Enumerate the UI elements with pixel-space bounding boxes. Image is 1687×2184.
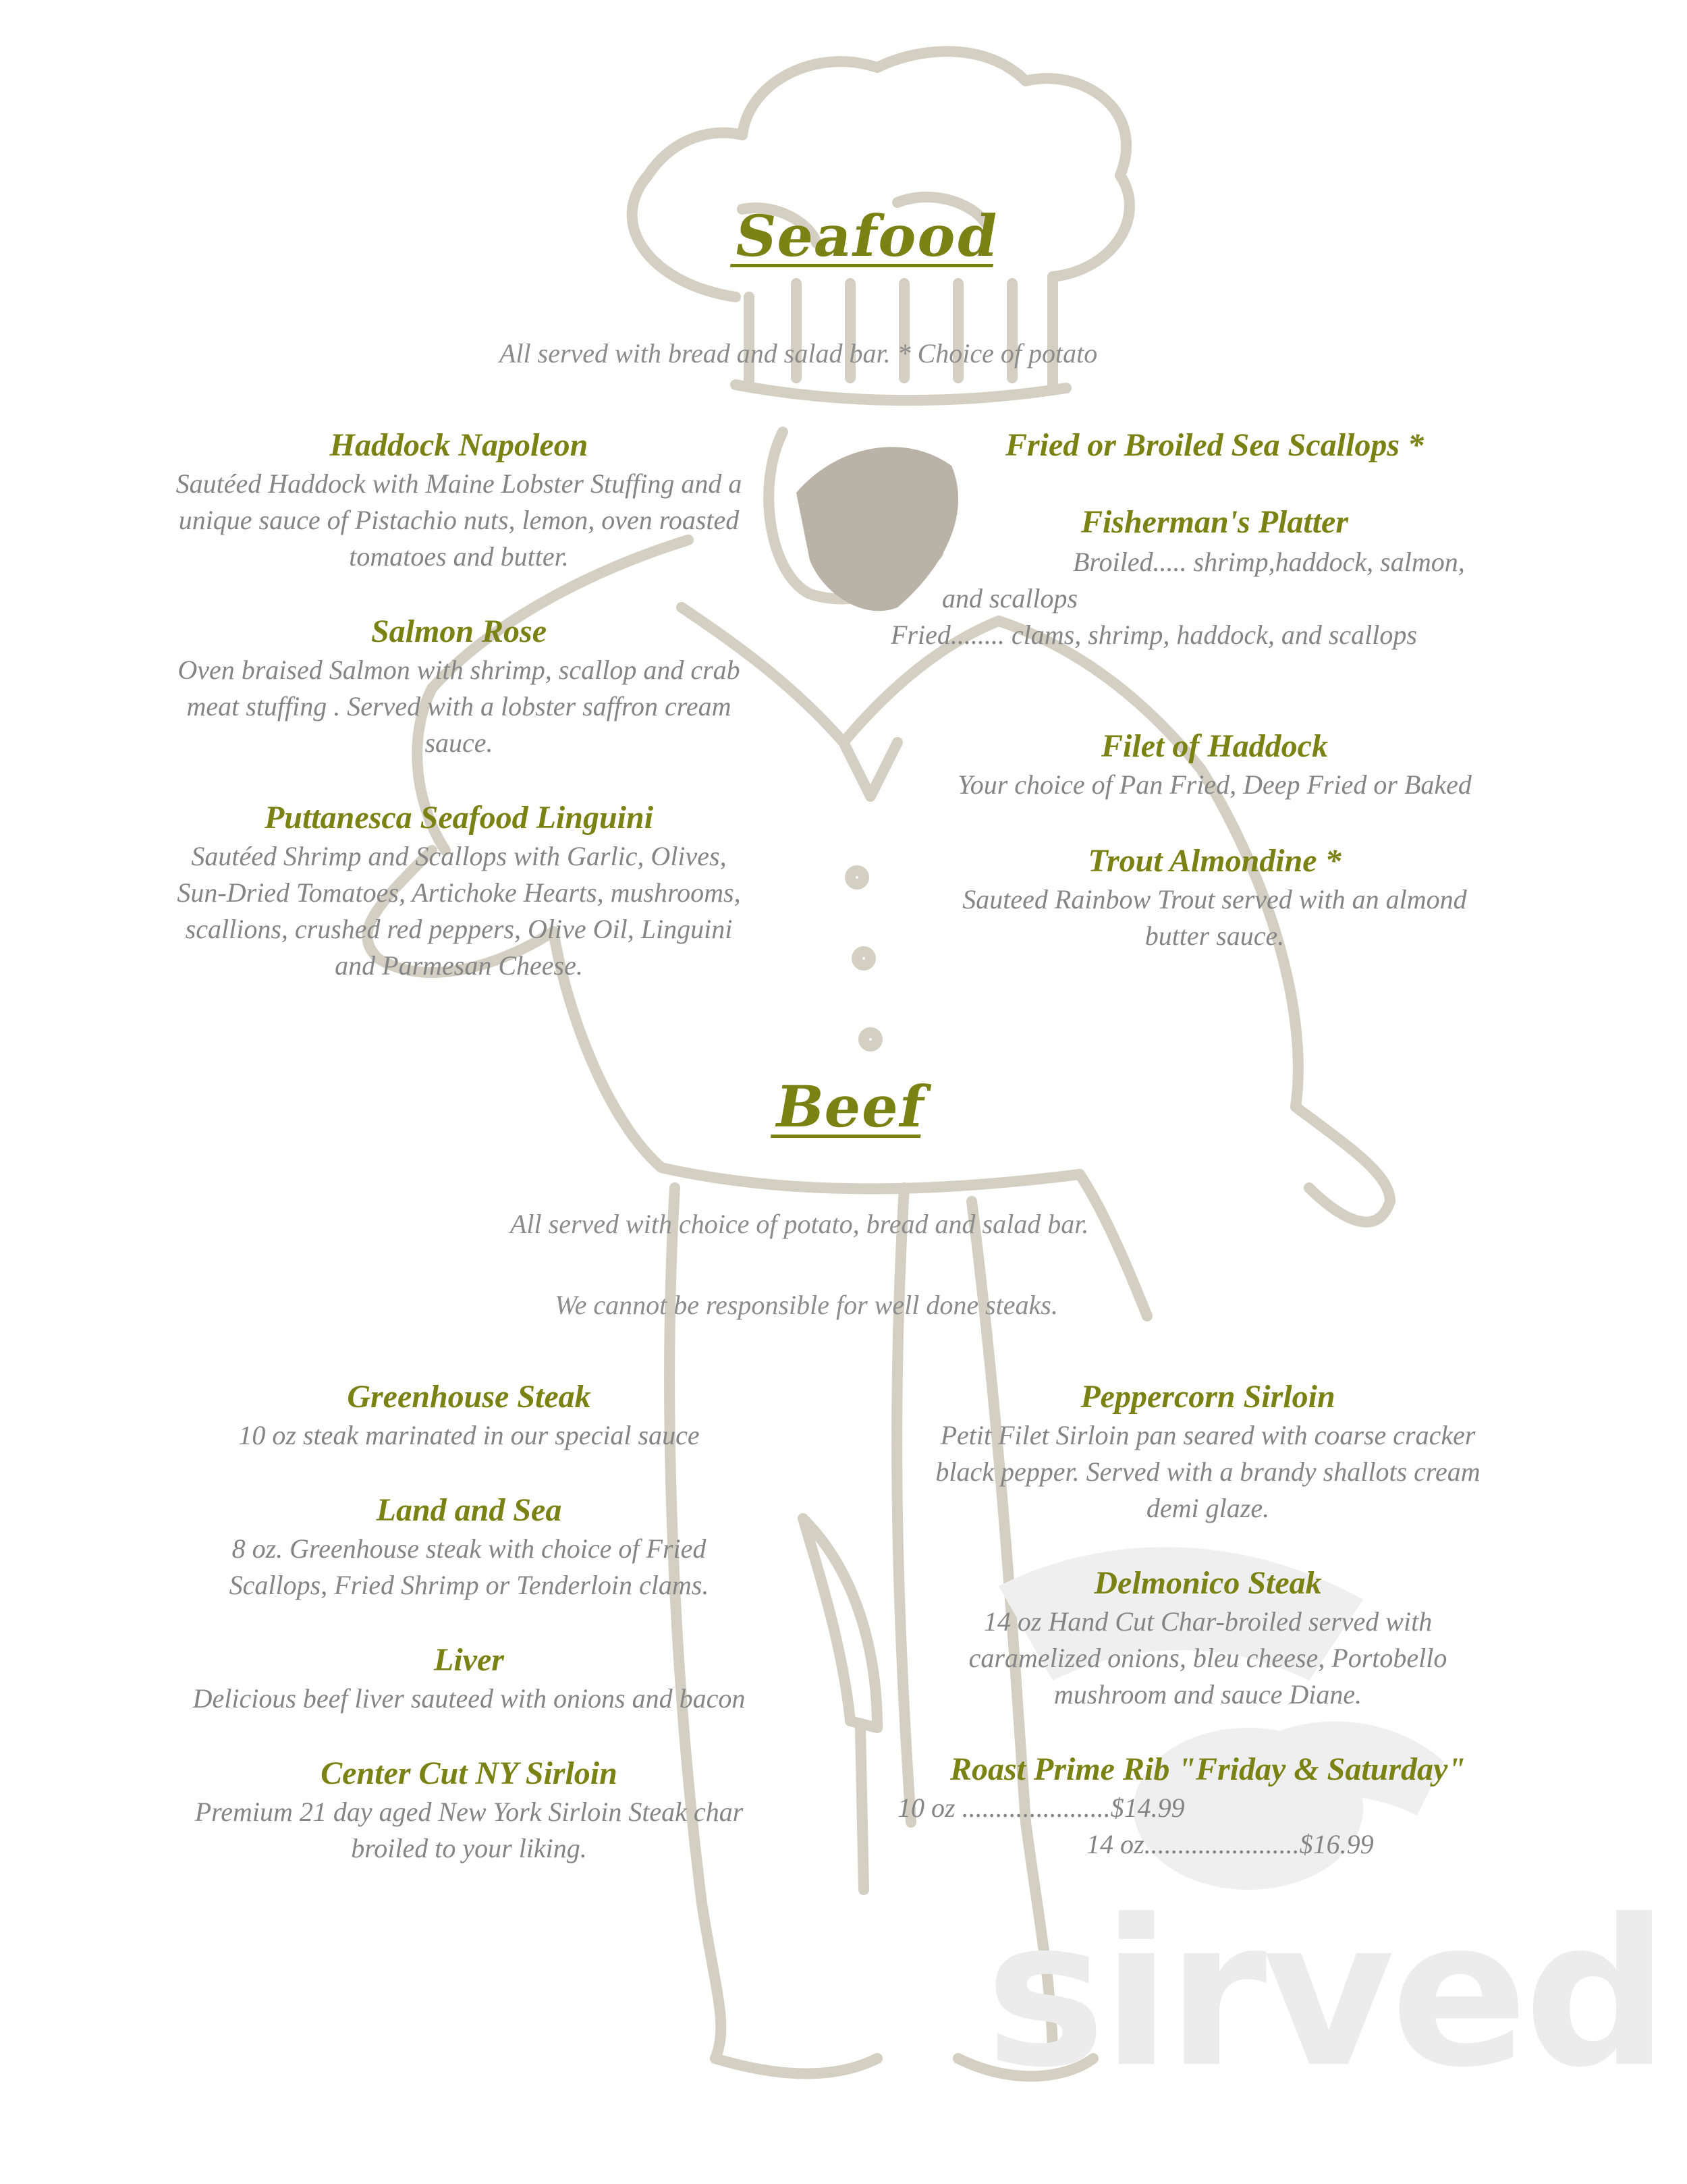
dish-desc: Delicious beef liver sauteed with onions and bacon [192, 1683, 746, 1714]
beef-note: All served with choice of potato, bread and salad bar. [510, 1209, 1089, 1239]
dish-desc: and scallops [942, 583, 1078, 613]
dish-name: Peppercorn Sirloin [1080, 1379, 1335, 1415]
dish-desc: mushroom and sauce Diane. [1053, 1679, 1362, 1710]
dish-name: Trout Almondine * [1088, 843, 1342, 879]
menu-item [135, 1490, 803, 1604]
dish-desc: and Parmesan Cheese. [335, 950, 583, 981]
menu-item [877, 1749, 1539, 1790]
menu-item [135, 1377, 803, 1454]
menu-item [918, 502, 1512, 543]
beef-title: Beef [770, 1073, 932, 1140]
dish-desc: demi glaze. [1146, 1493, 1270, 1523]
menu-item [135, 1753, 803, 1867]
dish-desc: Petit Filet Sirloin pan seared with coarse cracker [940, 1420, 1476, 1450]
dish-desc: Oven braised Salmon with shrimp, scallop and crab [177, 655, 740, 685]
dish-desc: broiled to your liking. [351, 1833, 587, 1863]
dish-name: Fisherman's Platter [1080, 504, 1349, 540]
menu-item [135, 1640, 803, 1717]
dish-price: 10 oz ......................$14.99 [897, 1793, 1185, 1823]
sirved-watermark: sirved [985, 1876, 1665, 2112]
menu-item [904, 841, 1525, 954]
dish-name: Liver [434, 1642, 504, 1678]
dish-desc: 14 oz Hand Cut Char-broiled served with [983, 1606, 1433, 1637]
dish-desc: Sautéed Haddock with Maine Lobster Stuffing and a [175, 468, 742, 499]
dish-desc: 10 oz steak marinated in our special sauce [238, 1420, 700, 1450]
dish-name: Delmonico Steak [1094, 1565, 1322, 1601]
dish-desc: Sauteed Rainbow Trout served with an almond [962, 884, 1467, 914]
dish-name: Puttanesca Seafood Linguini [264, 800, 654, 836]
dish-desc: Sautéed Shrimp and Scallops with Garlic, Olives, [191, 841, 727, 871]
dish-desc: meat stuffing . Served with a lobster saffron cream [186, 691, 731, 721]
dish-desc: 8 oz. Greenhouse steak with choice of Fried [231, 1533, 707, 1564]
dish-name: Greenhouse Steak [347, 1379, 591, 1415]
dish-desc: Sun-Dried Tomatoes, Artichoke Hearts, mushrooms, [177, 877, 741, 908]
seafood-note: All served with bread and salad bar. * Choice of potato [499, 338, 1098, 368]
dish-desc: Broiled..... shrimp,haddock, salmon, [1073, 547, 1465, 577]
dish-desc: Scallops, Fried Shrimp or Tenderloin clams. [229, 1570, 709, 1600]
dish-desc: sauce. [424, 728, 493, 758]
dish-desc: Premium 21 day aged New York Sirloin Steak char [194, 1797, 744, 1827]
dish-desc: tomatoes and butter. [349, 541, 569, 572]
menu-item [121, 798, 796, 984]
menu-item [877, 1377, 1539, 1527]
dish-desc: scallions, crushed red peppers, Olive Oil, Linguini [185, 914, 733, 944]
dish-desc: caramelized onions, bleu cheese, Portobello [968, 1643, 1447, 1673]
menu-item [121, 425, 796, 575]
menu-item [891, 726, 1539, 803]
dish-name: Center Cut NY Sirloin [321, 1755, 617, 1791]
dish-name: Roast Prime Rib "Friday & Saturday" [949, 1751, 1466, 1787]
seafood-title: Seafood [729, 202, 1005, 269]
dish-desc: black pepper. Served with a brandy shallots cream [935, 1456, 1481, 1487]
menu-item [121, 611, 796, 761]
dish-desc: butter sauce. [1144, 921, 1285, 951]
dish-price: 14 oz.......................$16.99 [1086, 1829, 1374, 1859]
beef-note: We cannot be responsible for well done steaks. [555, 1290, 1058, 1320]
dish-desc: unique sauce of Pistachio nuts, lemon, oven roasted [178, 505, 740, 535]
dish-desc: Fried........ clams, shrimp, haddock, and scallops [891, 620, 1417, 650]
dish-name: Filet of Haddock [1101, 728, 1328, 764]
dish-name: Haddock Napoleon [329, 427, 588, 463]
dish-name: Salmon Rose [370, 613, 547, 649]
menu-item [918, 425, 1512, 466]
menu-item [877, 1563, 1539, 1713]
dish-desc: Your choice of Pan Fried, Deep Fried or Baked [958, 769, 1472, 800]
dish-name: Land and Sea [376, 1492, 562, 1528]
dish-name: Fried or Broiled Sea Scallops * [1005, 427, 1425, 463]
